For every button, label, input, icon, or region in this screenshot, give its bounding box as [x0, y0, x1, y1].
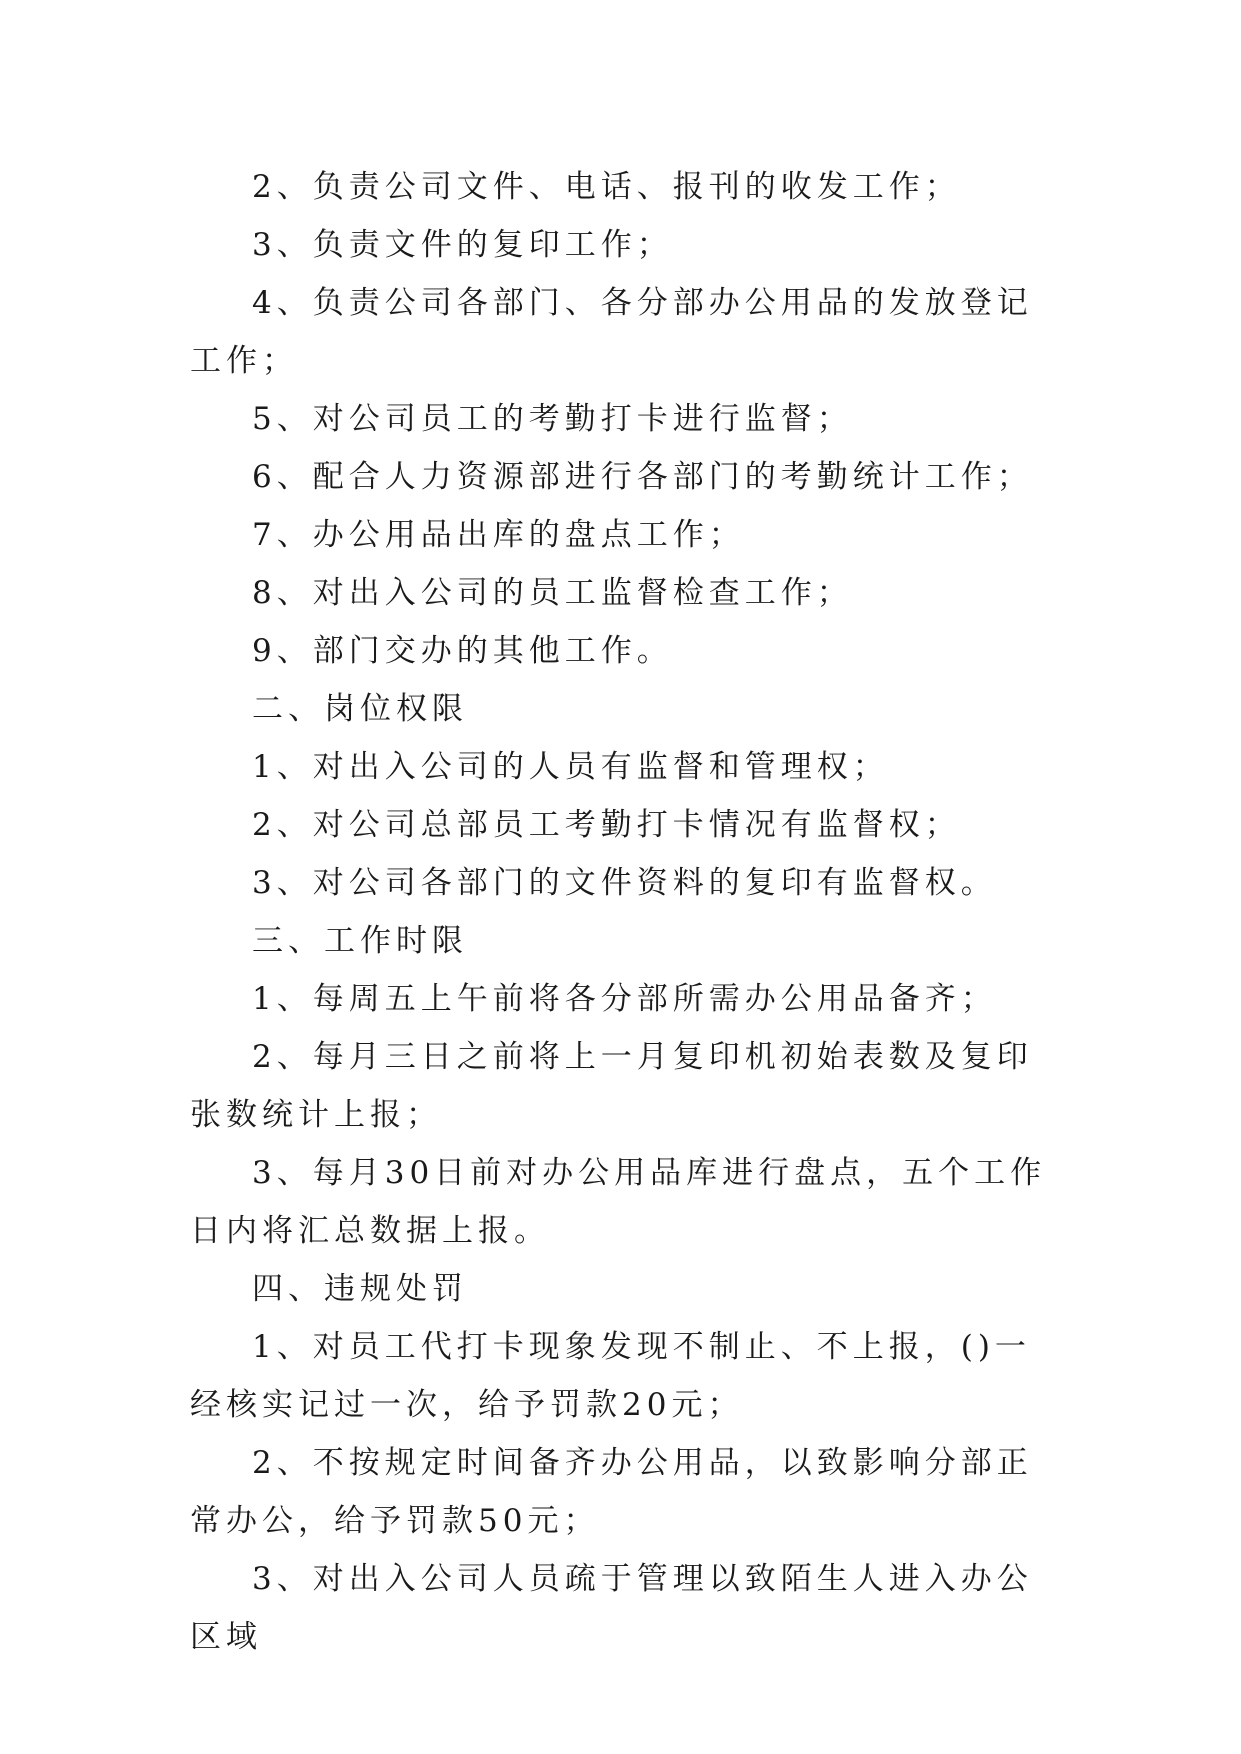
time-limit-item-2: 2、每月三日之前将上一月复印机初始表数及复印张数统计上报； [190, 1039, 1033, 1133]
authority-item-3: 3、对公司各部门的文件资料的复印有监督权。 [252, 865, 997, 901]
document-body [190, 158, 1050, 1666]
duty-item-7: 7、办公用品出库的盘点工作； [252, 517, 745, 553]
time-limit-item-3: 3、每月30日前对办公用品库进行盘点，五个工作日内将汇总数据上报。 [190, 1155, 1047, 1249]
section-heading-penalties: 四、违规处罚 [252, 1271, 468, 1307]
section-heading-time-limits: 三、工作时限 [252, 923, 468, 959]
duty-item-8: 8、对出入公司的员工监督检查工作； [252, 575, 853, 611]
authority-item-1: 1、对出入公司的人员有监督和管理权； [252, 749, 889, 785]
duty-item-2: 2、负责公司文件、电话、报刊的收发工作； [252, 169, 961, 205]
section-heading-authority: 二、岗位权限 [252, 691, 468, 727]
duty-item-6: 6、配合人力资源部进行各部门的考勤统计工作； [252, 459, 1033, 495]
penalty-item-3: 3、对出入公司人员疏于管理以致陌生人进入办公区域 [190, 1561, 1033, 1655]
duty-item-5: 5、对公司员工的考勤打卡进行监督； [252, 401, 853, 437]
penalty-item-1: 1、对员工代打卡现象发现不制止、不上报，()一经核实记过一次，给予罚款20元； [190, 1329, 1031, 1423]
duty-item-3: 3、负责文件的复印工作； [252, 227, 673, 263]
authority-item-2: 2、对公司总部员工考勤打卡情况有监督权； [252, 807, 961, 843]
duty-item-9: 9、部门交办的其他工作。 [252, 633, 673, 669]
duty-item-4: 4、负责公司各部门、各分部办公用品的发放登记工作； [190, 285, 1033, 379]
time-limit-item-1: 1、每周五上午前将各分部所需办公用品备齐； [252, 981, 997, 1017]
penalty-item-2: 2、不按规定时间备齐办公用品，以致影响分部正常办公，给予罚款50元； [190, 1445, 1033, 1539]
